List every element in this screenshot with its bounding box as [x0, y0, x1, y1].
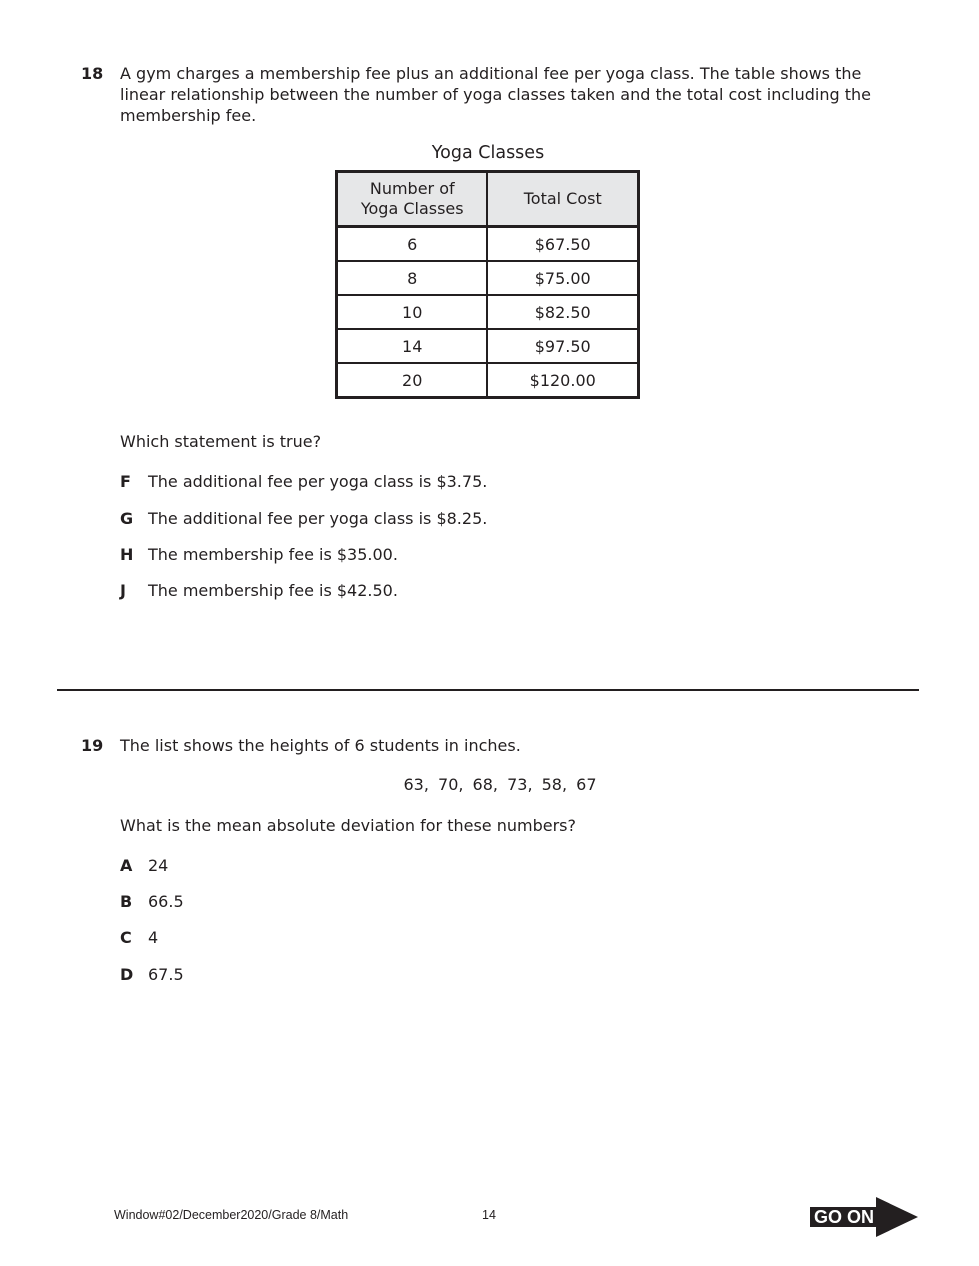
option-text: The membership fee is $35.00. [148, 545, 398, 564]
header-line: Number of [369, 179, 455, 198]
option-text: 67.5 [148, 965, 184, 984]
option-letter: A [120, 856, 133, 875]
cell-cost: $75.00 [487, 261, 638, 295]
answer-option-h[interactable] [120, 545, 398, 564]
option-letter: C [120, 928, 132, 947]
footer-form-id: Window#02/December2020/Grade 8/Math [114, 1208, 349, 1222]
cell-cost: $82.50 [487, 295, 638, 329]
question-18-stem-line: linear relationship between the number of yoga classes taken and the total cost including the [120, 85, 871, 104]
answer-option-j[interactable] [120, 581, 398, 600]
answer-option-b[interactable] [120, 892, 184, 911]
answer-option-d[interactable] [120, 965, 184, 984]
table-header-row [337, 172, 639, 227]
header-number-of-classes [337, 172, 488, 227]
table-row [337, 261, 639, 295]
answer-option-g[interactable] [120, 509, 487, 528]
option-letter: F [120, 472, 131, 491]
table-row [337, 329, 639, 363]
header-line: Yoga Classes [360, 199, 464, 218]
option-text: The additional fee per yoga class is $8.25. [148, 509, 488, 528]
table-row [337, 295, 639, 329]
answer-option-f[interactable] [120, 472, 487, 491]
question-18-stem [120, 63, 920, 126]
option-letter: J [120, 581, 126, 600]
cell-cost: $120.00 [487, 363, 638, 398]
question-18-stem-line: A gym charges a membership fee plus an additional fee per yoga class. The table shows the [120, 64, 862, 83]
option-text: 4 [148, 928, 159, 947]
cell-cost: $67.50 [487, 227, 638, 262]
question-divider [57, 689, 919, 691]
cell-classes: 10 [337, 295, 488, 329]
option-letter: G [120, 509, 134, 528]
answer-option-a[interactable] [120, 856, 168, 875]
header-total-cost: Total Cost [487, 172, 638, 227]
cell-classes: 8 [337, 261, 488, 295]
go-on-arrow [810, 1197, 920, 1237]
heights-list: 63, 70, 68, 73, 58, 67 [403, 775, 597, 794]
arrow-right-icon [876, 1197, 918, 1237]
question-19-prompt: What is the mean absolute deviation for these numbers? [120, 816, 577, 835]
option-text: The membership fee is $42.50. [148, 581, 398, 600]
option-text: 24 [148, 856, 169, 875]
table-row [337, 227, 639, 262]
question-19-number: 19 [81, 736, 104, 755]
cell-classes: 20 [337, 363, 488, 398]
option-text: The additional fee per yoga class is $3.75. [148, 472, 488, 491]
option-letter: H [120, 545, 134, 564]
cell-classes: 6 [337, 227, 488, 262]
go-on-label: GO ON [814, 1207, 875, 1227]
answer-option-c[interactable] [120, 928, 158, 947]
option-letter: D [120, 965, 134, 984]
yoga-classes-table [335, 170, 640, 399]
option-text: 66.5 [148, 892, 184, 911]
question-19-stem: The list shows the heights of 6 students in inches. [120, 736, 521, 755]
page-number: 14 [482, 1208, 496, 1222]
table-caption: Yoga Classes [431, 143, 545, 163]
question-18-stem-line: membership fee. [120, 106, 257, 125]
cell-cost: $97.50 [487, 329, 638, 363]
question-18-number: 18 [81, 64, 104, 83]
cell-classes: 14 [337, 329, 488, 363]
option-letter: B [120, 892, 133, 911]
table-row [337, 363, 639, 398]
question-18-prompt: Which statement is true? [120, 432, 322, 451]
